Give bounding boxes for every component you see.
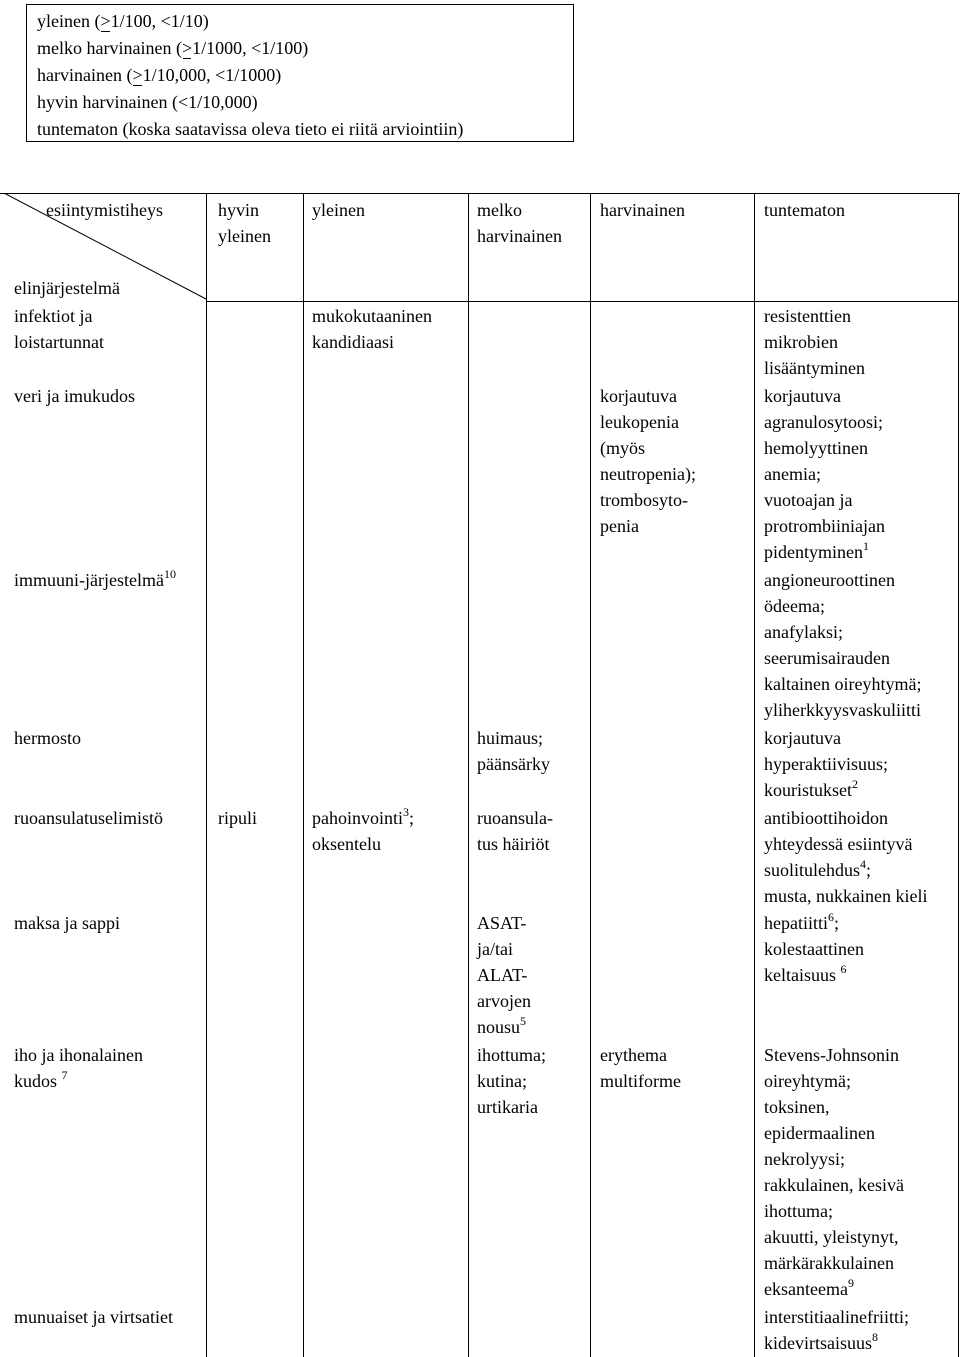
cell-iho-harvinainen: erythema multiforme [600,1045,681,1091]
cell-hermosto-melko: huimaus; päänsärky [477,728,550,774]
legend-line-4: hyvin harvinainen (<1/10,000) [37,92,258,112]
cell-infektiot-yleinen: mukokutaaninen kandidiaasi [312,306,432,352]
cell-ruoansulatus-hyvin: ripuli [218,808,257,828]
organ-immuuni: immuuni-järjestelmä$^{10}$ [14,567,176,590]
cell-maksa-melko: ASAT- ja/tai ALAT- arvojen nousu$^5$ [477,913,531,1037]
legend-line-2: melko harvinainen (>1/1000, <1/100) [37,35,573,62]
cell-ruoansulatus-tuntematon: antibioottihoidon yhteydessä esiintyvä suolitulehdus$^4$; musta, nukkainen kieli [764,808,928,906]
cell-ruoansulatus-melko: ruoansula- tus häiriöt [477,808,553,854]
organ-ruoansulatus: ruoansulatuselimistö [14,808,163,828]
cell-hermosto-tuntematon: korjautuva hyperaktiivisuus; kouristukset$^2$ [764,728,888,800]
legend-line-5: tuntematon (koska saatavissa oleva tieto ei riitä arviointiin) [37,119,464,139]
cell-immuuni-tuntematon: angioneuroottinen ödeema; anafylaksi; seerumisairauden kaltainen oireyhtymä; yliherkkyysvaskuliitti [764,570,922,720]
col-border-5 [754,193,755,1357]
organ-munuaiset: munuaiset ja virtsatiet [14,1307,173,1327]
cell-munuaiset-tuntematon: interstitiaalinefriitti; kidevirtsaisuus$^8$ [764,1307,909,1353]
column-header-yleinen: yleinen [312,200,365,220]
cell-maksa-tuntematon: hepatiitti$^6$; kolestaattinen keltaisuus $^6$ [764,910,864,985]
column-header-melko-harvinainen: melko harvinainen [477,200,562,246]
cell-ruoansulatus-yleinen: pahoinvointi$^3$; oksentelu [312,805,415,854]
cell-iho-tuntematon: Stevens-Johnsonin oireyhtymä; toksinen, epidermaalinen nekrolyysi; rakkulainen, kesivä ihottuma; akuutti, yleistynyt, märkärakkulainen eksanteema$^9$ [764,1045,904,1299]
column-header-tuntematon: tuntematon [764,200,845,220]
cell-infektiot-tuntematon: resistenttien mikrobien lisääntyminen [764,306,865,378]
organ-veri: veri ja imukudos [14,386,135,406]
header-bottom-border [206,301,958,302]
col-border-2 [303,193,304,1357]
cell-veri-tuntematon: korjautuva agranulosytoosi; hemolyyttinen anemia; vuotoajan ja protrombiiniajan pidentyminen$^1$ [764,386,885,562]
col-border-3 [468,193,469,1357]
col-border-4 [590,193,591,1357]
column-header-harvinainen: harvinainen [600,200,685,220]
organ-hermosto: hermosto [14,728,81,748]
organ-maksa: maksa ja sappi [14,913,120,933]
col-border-6 [958,193,959,1357]
cell-veri-harvinainen: korjautuva leukopenia (myös neutropenia); trombosyto- penia [600,386,696,536]
col-border-1 [206,193,207,1357]
column-header-hyvin-yleinen: hyvin yleinen [218,200,271,246]
legend-line-1: yleinen (>1/100, <1/10) [37,8,573,35]
frequency-legend [26,4,574,142]
organ-infektiot: infektiot ja loistartunnat [14,306,104,352]
legend-line-3: harvinainen (>1/10,000, <1/1000) [37,62,573,89]
corner-frequency-label: esiintymistiheys [46,200,163,220]
organ-iho: iho ja ihonalainen kudos $^7$ [14,1045,143,1091]
corner-organ-label: elinjärjestelmä [14,278,120,298]
cell-iho-melko: ihottuma; kutina; urtikaria [477,1045,546,1117]
